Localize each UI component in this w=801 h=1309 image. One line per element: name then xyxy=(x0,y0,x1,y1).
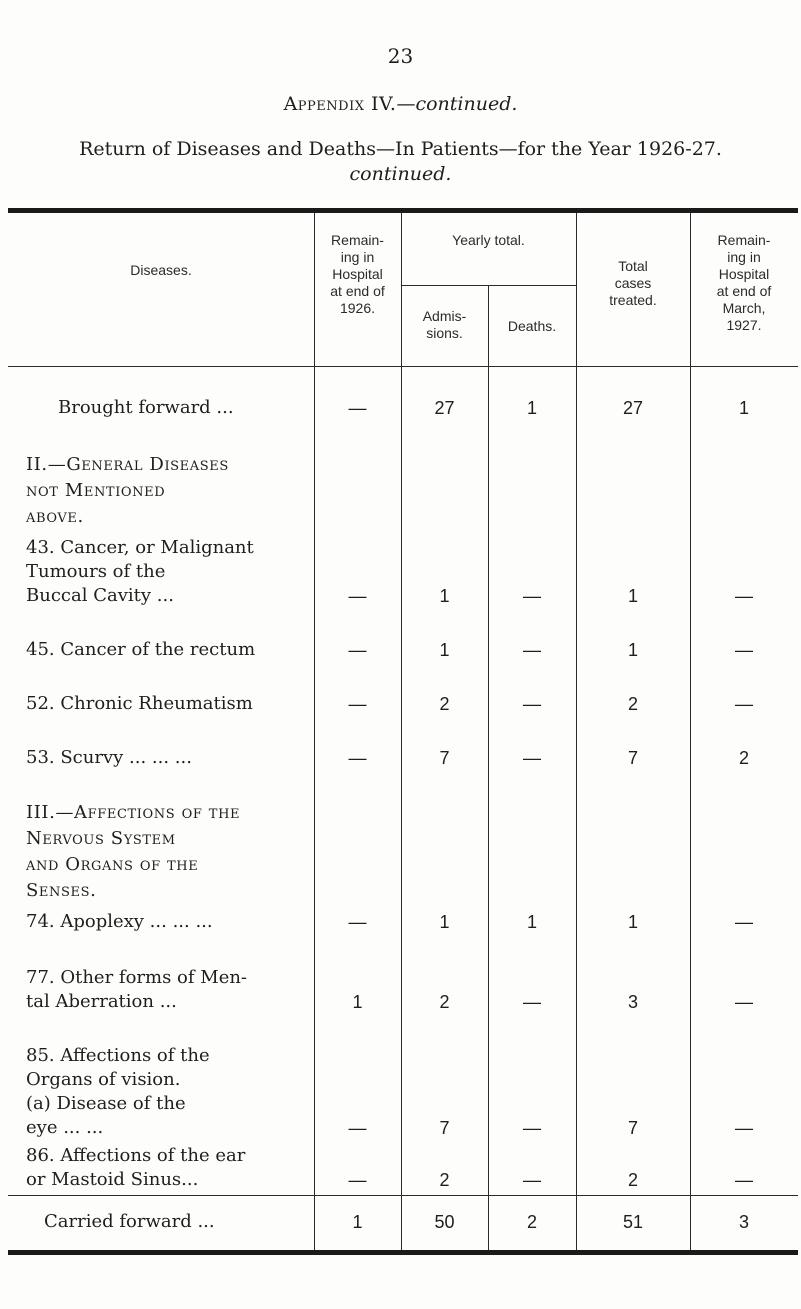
remaining-start-value: — xyxy=(348,694,367,714)
remaining-start-value: — xyxy=(348,640,367,660)
column-divider xyxy=(576,213,577,1250)
column-divider xyxy=(690,213,691,1250)
remaining-end-value: — xyxy=(735,992,753,1012)
header-yearly-total: Yearly total. xyxy=(452,232,525,248)
section-heading: III.—Affections of the Nervous System and Organs of the Senses. xyxy=(26,802,241,901)
header-deaths: Deaths. xyxy=(507,318,557,334)
deaths-value: — xyxy=(523,694,541,714)
admissions-value: 1 xyxy=(439,912,450,932)
row-label: 85. Affections of the Organs of vision. (a) Disease of the eye ... ... xyxy=(26,1045,210,1138)
deaths-value: — xyxy=(523,1170,541,1190)
header-remaining-end: Remain- ing in Hospital at end of March, 1927. xyxy=(716,232,772,333)
remaining-end-value: — xyxy=(735,586,753,606)
total-value: 7 xyxy=(627,748,638,768)
remaining-end-value: — xyxy=(735,912,753,932)
remaining-end-value: 3 xyxy=(738,1212,749,1232)
appendix-title: Appendix IV. xyxy=(283,93,397,115)
deaths-value: — xyxy=(523,586,541,606)
admissions-value: 7 xyxy=(439,748,450,768)
deaths-value: 1 xyxy=(526,398,537,418)
deaths-value: — xyxy=(523,640,541,660)
header-divider xyxy=(8,366,798,367)
header-total-cases: Total cases treated. xyxy=(609,258,657,308)
admissions-value: 1 xyxy=(439,640,450,660)
row-label: 77. Other forms of Men- tal Aberration ... xyxy=(26,967,248,1012)
admissions-value: 50 xyxy=(434,1212,455,1232)
row-label: 74. Apoplexy ... ... ... xyxy=(26,911,213,932)
remaining-end-value: — xyxy=(735,694,753,714)
admissions-value: 1 xyxy=(439,586,450,606)
appendix-heading xyxy=(0,93,801,115)
total-value: 3 xyxy=(627,992,638,1012)
admissions-value: 2 xyxy=(439,694,450,714)
admissions-value: 2 xyxy=(439,992,450,1012)
total-value: 1 xyxy=(627,912,638,932)
row-label: 53. Scurvy ... ... ... xyxy=(26,747,192,768)
remaining-end-value: — xyxy=(735,1170,753,1190)
remaining-end-value: 1 xyxy=(738,398,749,418)
remaining-start-value: — xyxy=(348,1118,367,1138)
admissions-value: 27 xyxy=(434,398,455,418)
page-number: 23 xyxy=(387,44,414,68)
header-remaining-start: Remain- ing in Hospital at end of 1926. xyxy=(330,232,385,316)
remaining-start-value: 1 xyxy=(352,992,363,1012)
deaths-value: — xyxy=(523,992,541,1012)
remaining-start-value: — xyxy=(348,1170,367,1190)
header-diseases: Diseases. xyxy=(130,262,192,278)
appendix-continued: —continued. xyxy=(396,93,518,115)
row-label: 43. Cancer, or Malignant Tumours of the Buccal Cavity ... xyxy=(26,537,254,606)
total-value: 51 xyxy=(622,1212,644,1232)
carried-forward-label: Carried forward ... xyxy=(44,1211,215,1232)
remaining-start-value: — xyxy=(348,912,367,932)
admissions-value: 2 xyxy=(439,1170,450,1190)
row-label: Brought forward ... xyxy=(58,397,234,418)
total-value: 2 xyxy=(627,694,638,714)
total-value: 1 xyxy=(627,640,638,660)
total-value: 1 xyxy=(627,586,638,606)
table-top-rule xyxy=(8,208,798,213)
admissions-value: 7 xyxy=(439,1118,450,1138)
total-value: 27 xyxy=(622,398,644,418)
remaining-start-value: — xyxy=(348,398,367,418)
table-subtitle: continued. xyxy=(349,163,452,185)
section-heading: II.—General Diseases not Mentioned above. xyxy=(26,454,229,527)
total-value: 7 xyxy=(627,1118,638,1138)
row-label: 52. Chronic Rheumatism xyxy=(26,693,253,714)
header-admissions: Admis- sions. xyxy=(422,308,467,341)
row-label: 45. Cancer of the rectum xyxy=(26,639,256,660)
remaining-end-value: — xyxy=(735,1118,753,1138)
deaths-value: 2 xyxy=(526,1212,537,1232)
column-divider xyxy=(401,213,402,1250)
deaths-value: — xyxy=(523,1118,541,1138)
table-bottom-rule xyxy=(8,1250,798,1255)
remaining-end-value: — xyxy=(735,640,753,660)
remaining-end-value: 2 xyxy=(738,748,749,768)
footer-divider xyxy=(8,1195,798,1196)
table-title: Return of Diseases and Deaths—In Patients—for the Year 1926-27. xyxy=(79,138,722,160)
total-value: 2 xyxy=(627,1170,638,1190)
deaths-value: — xyxy=(523,748,541,768)
row-label: 86. Affections of the ear or Mastoid Sinus... xyxy=(26,1145,246,1190)
remaining-start-value: — xyxy=(348,586,367,606)
remaining-start-value: — xyxy=(348,748,367,768)
column-divider xyxy=(314,213,315,1250)
deaths-value: 1 xyxy=(526,912,537,932)
remaining-start-value: 1 xyxy=(352,1212,363,1232)
